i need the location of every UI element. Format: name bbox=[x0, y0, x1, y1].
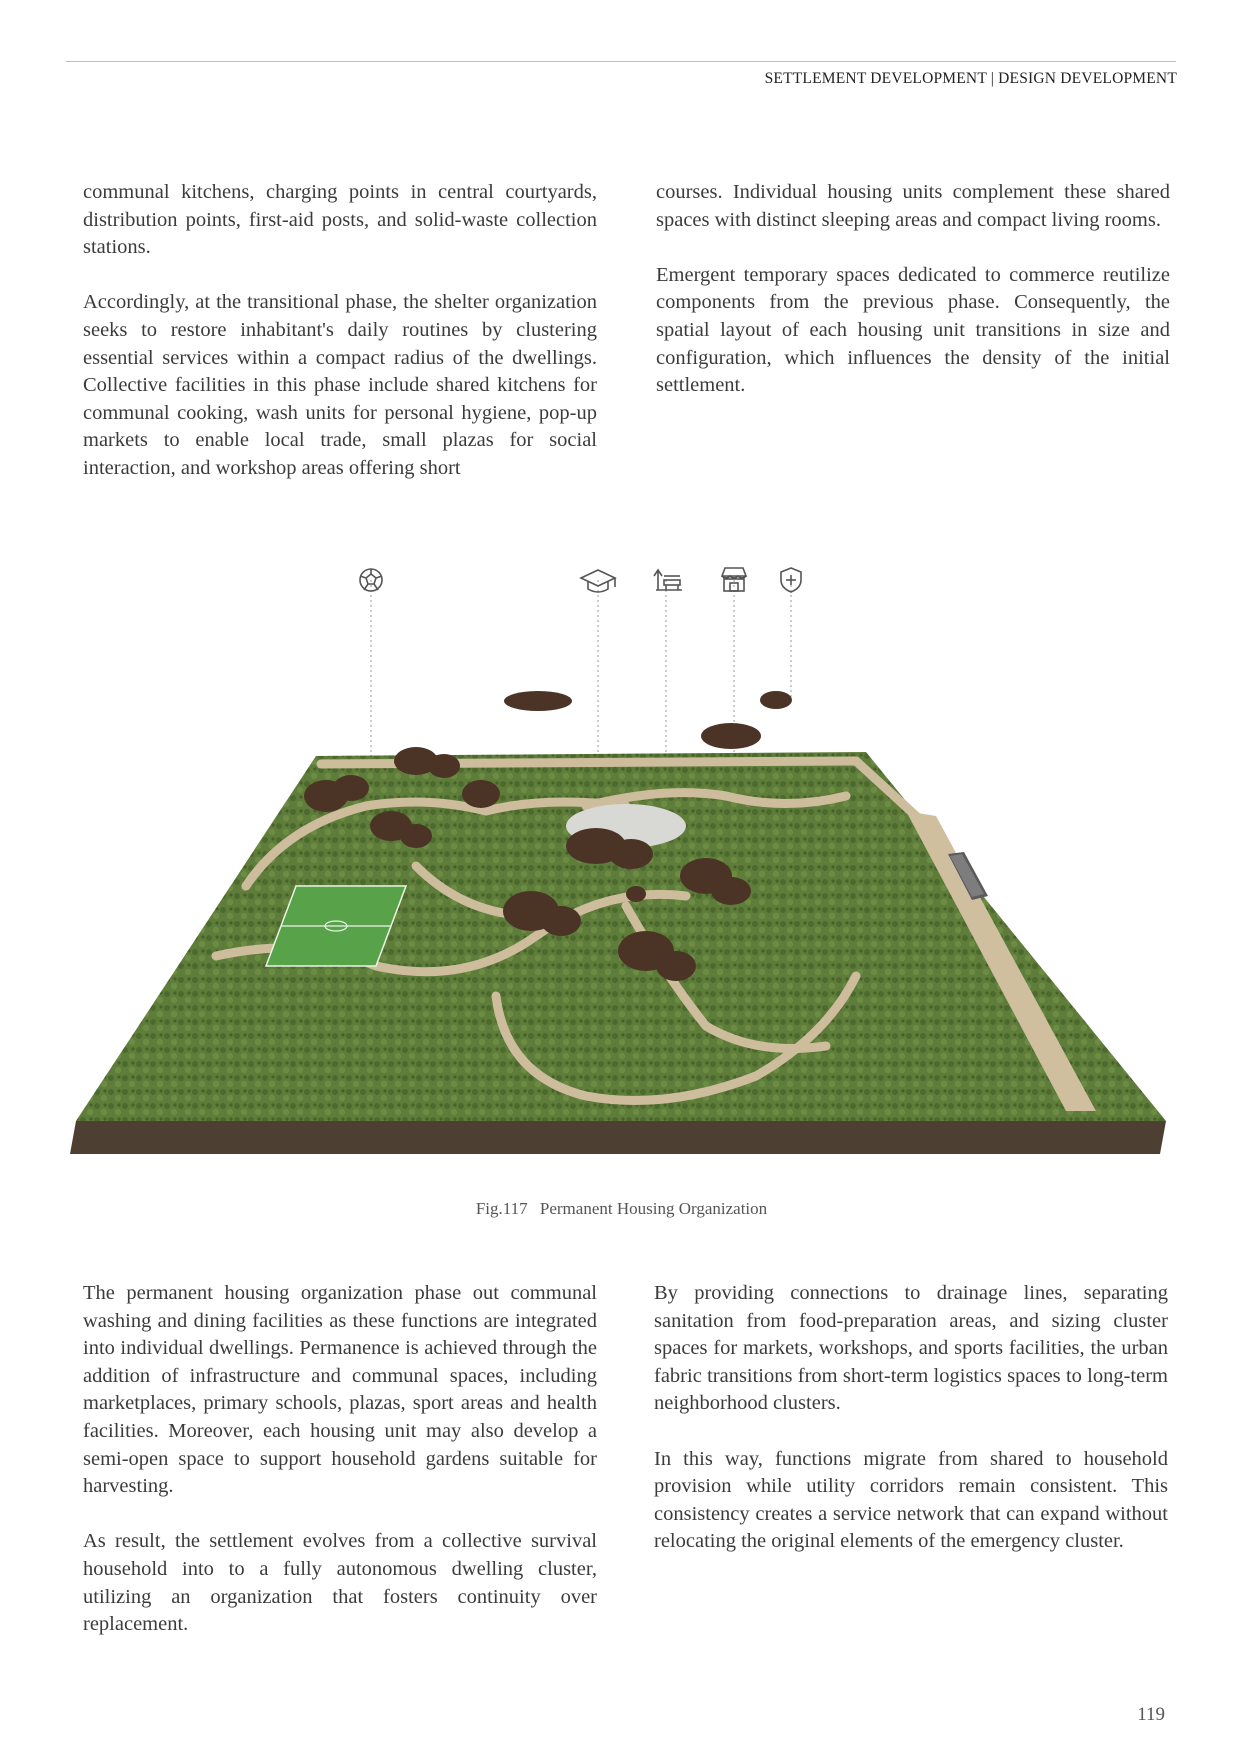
paragraph: As result, the settlement evolves from a collective survival household into to a fully autonomous dwelling cluster, utilizing an organization that fosters continuity over replacement. bbox=[83, 1530, 597, 1636]
paragraph: By providing connections to drainage lines, separating sanitation from food-preparation areas, and sizing cluster spaces for markets, workshops, and sports facilities, the urban fabric transitions from short-term logistics spaces to long-term neighborhood clusters. bbox=[654, 1282, 1168, 1415]
header-rule bbox=[66, 61, 1176, 62]
top-left-column bbox=[83, 179, 597, 483]
page-number: 119 bbox=[1137, 1704, 1165, 1725]
park-bench-icon bbox=[654, 570, 682, 590]
settlement-figure bbox=[66, 556, 1176, 1176]
caption-number: Fig.117 bbox=[475, 1199, 528, 1218]
bottom-right-column bbox=[654, 1280, 1168, 1556]
cluster bbox=[701, 723, 761, 749]
paragraph: The permanent housing organization phase out communal washing and dining facilities as these functions are integrated into individual dwellings. Permanence is achieved through the addition of infrastructure and communal spaces, including marketplaces, primary schools, plazas, sport areas and health facilities. Moreover, each housing unit may also develop a semi-open space to support household gardens suitable for harvesting. bbox=[83, 1282, 597, 1498]
cluster bbox=[626, 886, 646, 902]
settlement-illustration bbox=[66, 556, 1176, 1176]
market-stall-icon bbox=[722, 568, 746, 591]
paragraph: Accordingly, at the transitional phase, the shelter organization seeks to restore inhabitant's daily routines by clustering essential services within a compact radius of the dwellings. Collective facilities in this phase include shared kitchens for communal cooking, wash units for personal hygiene, pop-up markets to enable local trade, small plazas for social interaction, and workshop areas offering short bbox=[83, 291, 597, 479]
top-right-column bbox=[656, 179, 1170, 400]
paragraph: Emergent temporary spaces dedicated to commerce reutilize components from the previous phase. Consequently, the spatial layout of each housing unit transitions in size and configuration, which influences the density of the initial settlement. bbox=[656, 263, 1170, 397]
bottom-left-column bbox=[83, 1280, 597, 1639]
figure-caption bbox=[0, 1199, 1243, 1219]
paragraph: communal kitchens, charging points in central courtyards, distribution points, first-aid posts, and solid-waste collection stations. bbox=[83, 181, 597, 259]
cluster bbox=[504, 691, 792, 711]
paragraph: courses. Individual housing units complement these shared spaces with distinct sleeping areas and compact living rooms. bbox=[656, 181, 1170, 231]
caption-title: Permanent Housing Organization bbox=[539, 1199, 768, 1218]
health-shield-icon bbox=[781, 568, 801, 592]
paragraph: In this way, functions migrate from shared to household provision while utility corridors remain consistent. This consistency creates a service network that can expand without relocating the original elements of the emergency cluster. bbox=[654, 1447, 1168, 1553]
running-title: SETTLEMENT DEVELOPMENT | DESIGN DEVELOPMENT bbox=[764, 70, 1177, 87]
cluster bbox=[462, 780, 500, 808]
